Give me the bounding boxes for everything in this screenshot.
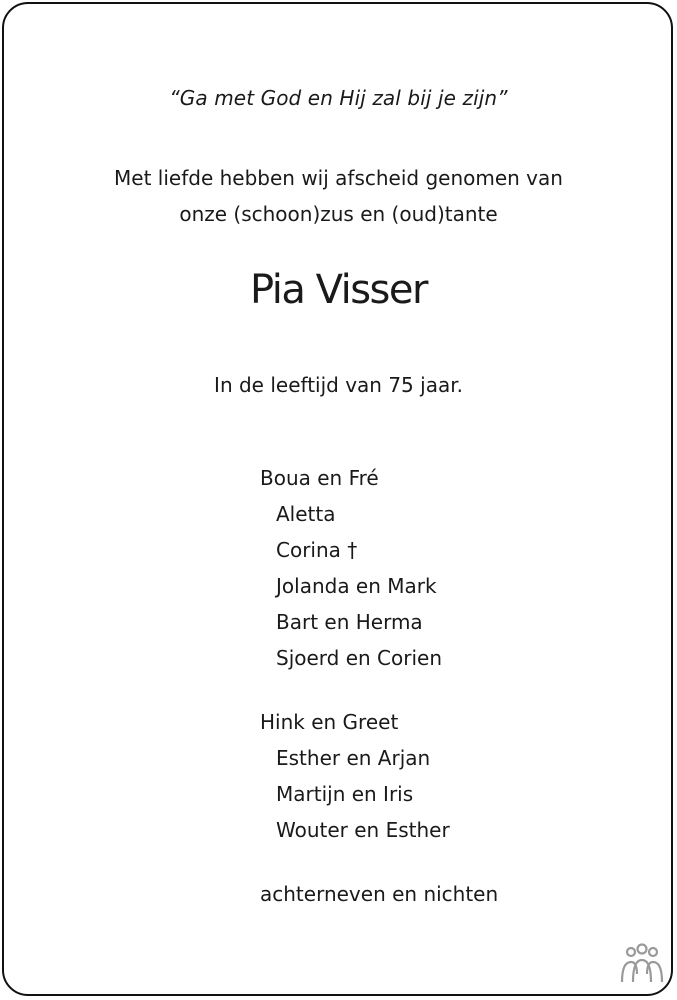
intro-line-2: onze (schoon)zus en (oud)tante [179, 202, 498, 226]
family-member: Sjoerd en Corien [276, 646, 443, 670]
family-member: Martijn en Iris [276, 782, 414, 806]
family-member: Aletta [276, 502, 336, 526]
family-member: Jolanda en Mark [276, 574, 437, 598]
family-member: Bart en Herma [276, 610, 423, 634]
family-member: Corina † [276, 538, 358, 562]
deceased-name: Pia Visser [250, 267, 427, 313]
age-line: In de leeftijd van 75 jaar. [214, 373, 463, 397]
intro-line-1: Met liefde hebben wij afscheid genomen van [114, 166, 563, 190]
mourning-card [2, 2, 673, 996]
family-group-1-head: Boua en Fré [260, 466, 379, 490]
closing-line: achterneven en nichten [260, 882, 499, 906]
people-group-icon [618, 942, 666, 986]
quote: “Ga met God en Hij zal bij je zijn” [169, 86, 508, 110]
family-member: Esther en Arjan [276, 746, 431, 770]
family-member: Wouter en Esther [276, 818, 450, 842]
family-group-2-head: Hink en Greet [260, 710, 399, 734]
